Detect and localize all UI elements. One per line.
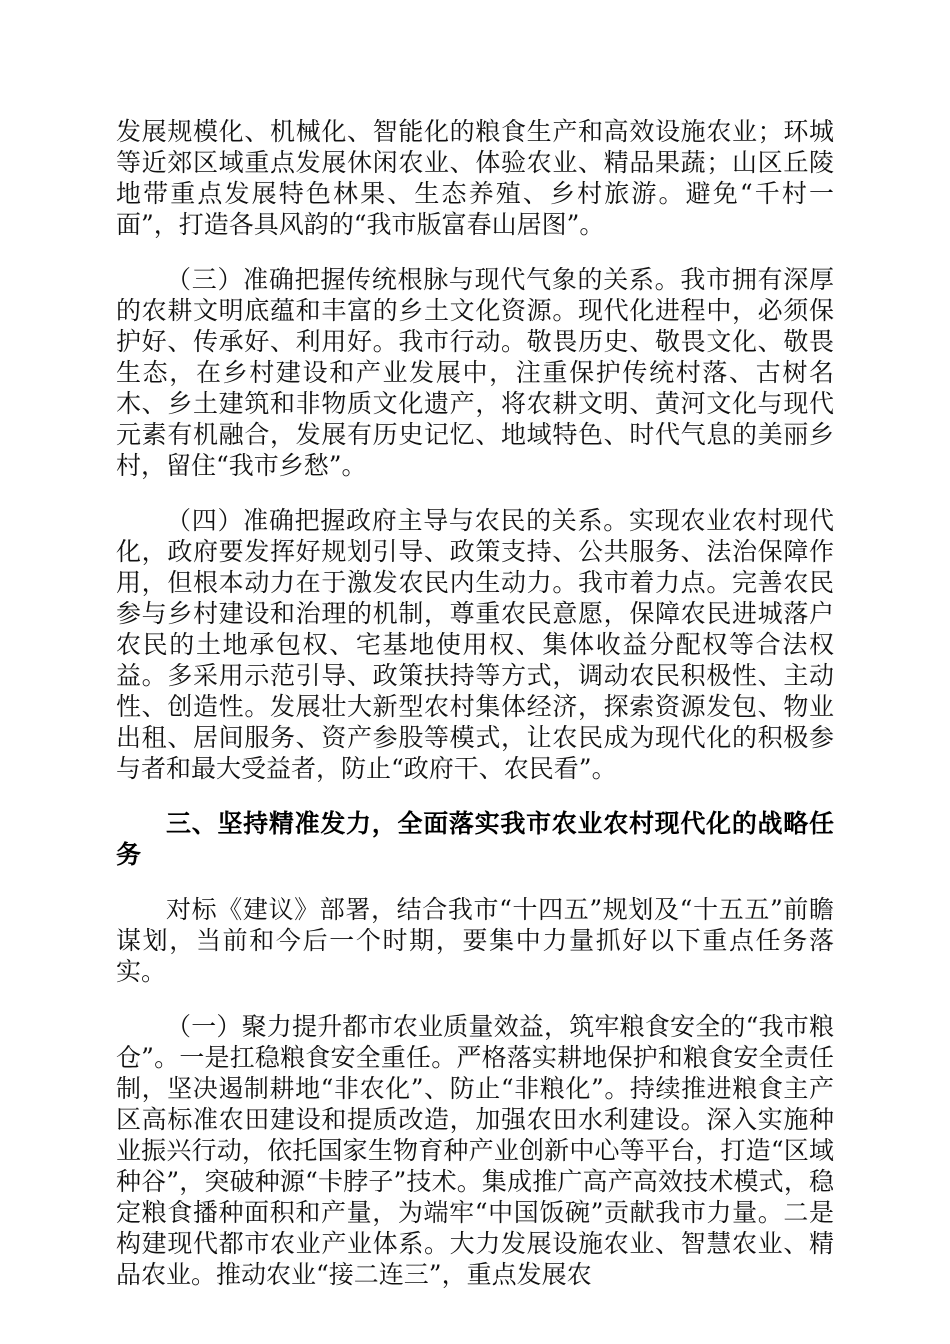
paragraph-section-3: （三）准确把握传统根脉与现代气象的关系。我市拥有深厚的农耕文明底蕴和丰富的乡土文化资源。现代化进程中，必须保护好、传承好、利用好。我市行动。敬畏历史、敬畏文化、敬畏生态，在乡村建设和产业发展中，注重保护传统村落、古树名木、乡土建筑和非物质文化遗产，将农耕文明、黄河文化与现代元素有机融合，发展有历史记忆、地域特色、时代气息的美丽乡村，留住“我市乡愁”。 (116, 265, 834, 480)
section-heading-3: 三、坚持精准发力，全面落实我市农业农村现代化的战略任务 (116, 809, 834, 869)
paragraph-intro: 对标《建议》部署，结合我市“十四五”规划及“十五五”前瞻谋划，当前和今后一个时期，要集中力量抓好以下重点任务落实。 (116, 895, 834, 986)
paragraph-task-1: （一）聚力提升都市农业质量效益，筑牢粮食安全的“我市粮仓”。一是扛稳粮食安全重任。严格落实耕地保护和粮食安全责任制，坚决遏制耕地“非农化”、防止“非粮化”。持续推进粮食主产区高标准农田建设和提质改造，加强农田水利建设。深入实施种业振兴行动，依托国家生物育种产业创新中心等平台，打造“区域种谷”，突破种源“卡脖子”技术。集成推广高产高效技术模式，稳定粮食播种面积和产量，为端牢“中国饭碗”贡献我市力量。二是构建现代都市农业产业体系。大力发展设施农业、智慧农业、精品农业。推动农业“接二连三”，重点发展农 (116, 1012, 834, 1289)
document-page (116, 116, 834, 1290)
paragraph-continued: 发展规模化、机械化、智能化的粮食生产和高效设施农业；环城等近郊区域重点发展休闲农业、体验农业、精品果蔬；山区丘陵地带重点发展特色林果、生态养殖、乡村旅游。避免“千村一面”，打造各具风韵的“我市版富春山居图”。 (116, 117, 834, 239)
paragraph-section-4: （四）准确把握政府主导与农民的关系。实现农业农村现代化，政府要发挥好规划引导、政策支持、公共服务、法治保障作用，但根本动力在于激发农民内生动力。我市着力点。完善农民参与乡村建设和治理的机制，尊重农民意愿，保障农民进城落户农民的土地承包权、宅基地使用权、集体收益分配权等合法权益。多采用示范引导、政策扶持等方式，调动农民积极性、主动性、创造性。发展壮大新型农村集体经济，探索资源发包、物业出租、居间服务、资产参股等模式，让农民成为现代化的积极参与者和最大受益者，防止“政府干、农民看”。 (116, 506, 834, 783)
